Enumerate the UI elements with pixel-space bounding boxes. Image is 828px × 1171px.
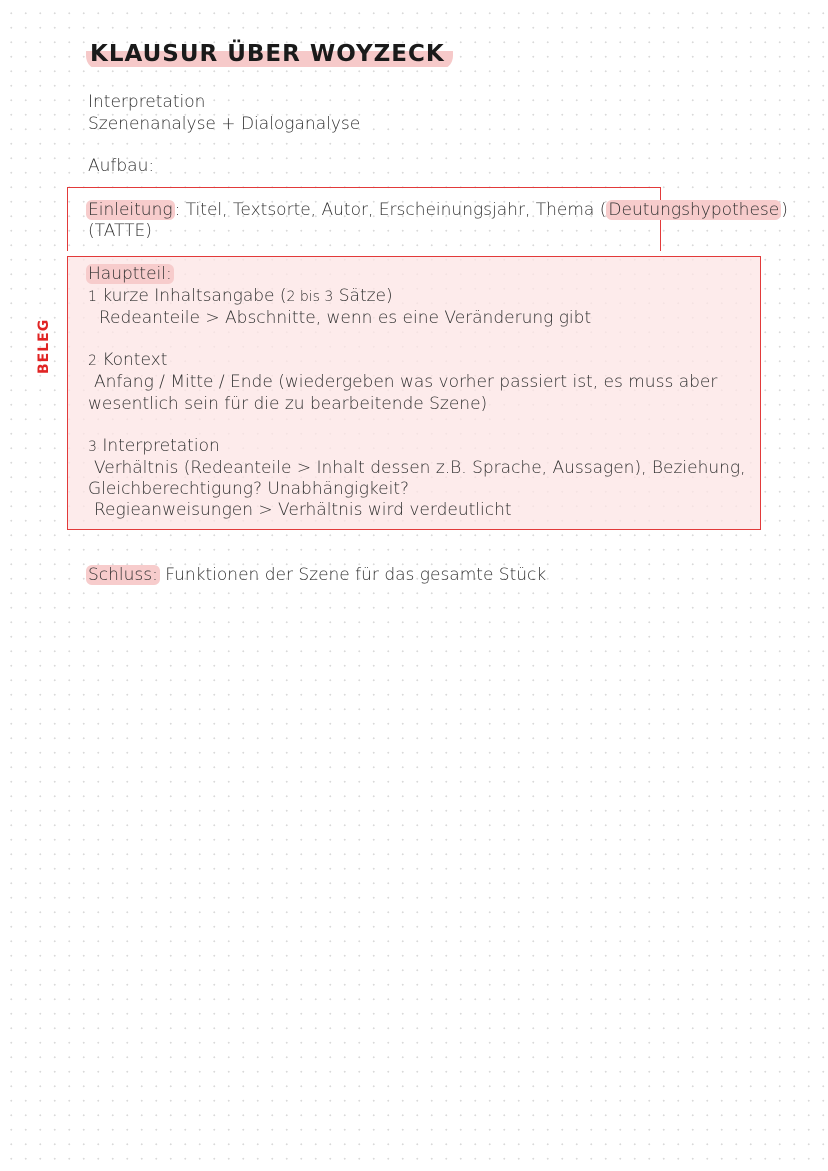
schluss-label: Schluss:	[88, 565, 158, 585]
item3-detail-line2: Gleichberechtigung? Unabhängigkeit?	[88, 479, 410, 499]
item2-heading	[88, 349, 167, 372]
hauptteil-heading	[86, 263, 174, 285]
aufbau-heading: Aufbau:	[88, 156, 155, 176]
item3-detail-line3: Regieanweisungen > Verhältnis wird verdeutlicht	[94, 500, 512, 520]
deutungshypothese-label: Deutungshypothese	[608, 200, 780, 220]
beleg-side-label: BELEG	[36, 318, 52, 374]
item2-heading-text: Kontext	[96, 350, 168, 370]
item1-heading	[88, 285, 393, 308]
intro-analysis-type: Szenenanalyse + Dialoganalyse	[88, 114, 361, 134]
item2-detail-line1: Anfang / Mitte / Ende (wiedergeben was vorher passiert ist, es muss aber	[94, 372, 718, 392]
einleitung-line	[86, 199, 788, 221]
item3-heading	[88, 435, 220, 458]
item1-heading-b: Sätze)	[333, 286, 393, 306]
einleitung-text: : Titel, Textsorte, Autor, Erscheinungsjahr, Thema	[174, 200, 600, 220]
item3-detail-line1: Verhältnis (Redeanteile > Inhalt dessen z.B. Sprache, Aussagen), Beziehung,	[94, 458, 746, 478]
item2-number: 2	[88, 353, 97, 369]
schluss-line	[86, 564, 546, 586]
intro-interpretation: Interpretation	[88, 92, 206, 112]
item1-heading-a: kurze Inhaltsangabe (	[96, 286, 287, 306]
hauptteil-label: Hauptteil:	[88, 264, 172, 284]
schluss-text: Funktionen der Szene für das gesamte Stück	[159, 565, 547, 585]
page-title: KLAUSUR ÜBER WOYZECK	[86, 38, 453, 70]
item2-detail-line2: wesentlich sein für die zu bearbeitende Szene)	[88, 394, 488, 414]
item1-heading-small: 2 bis 3	[286, 289, 334, 305]
item1-number: 1	[88, 289, 97, 305]
einleitung-tatte: (TATTE)	[88, 221, 152, 241]
item1-detail: Redeanteile > Abschnitte, wenn es eine Veränderung gibt	[99, 308, 592, 328]
einleitung-label: Einleitung	[88, 200, 173, 220]
item3-number: 3	[88, 439, 97, 455]
hypothese-paren-open: (	[599, 200, 607, 220]
hypothese-paren-close: )	[781, 200, 788, 220]
item3-heading-text: Interpretation	[96, 436, 220, 456]
